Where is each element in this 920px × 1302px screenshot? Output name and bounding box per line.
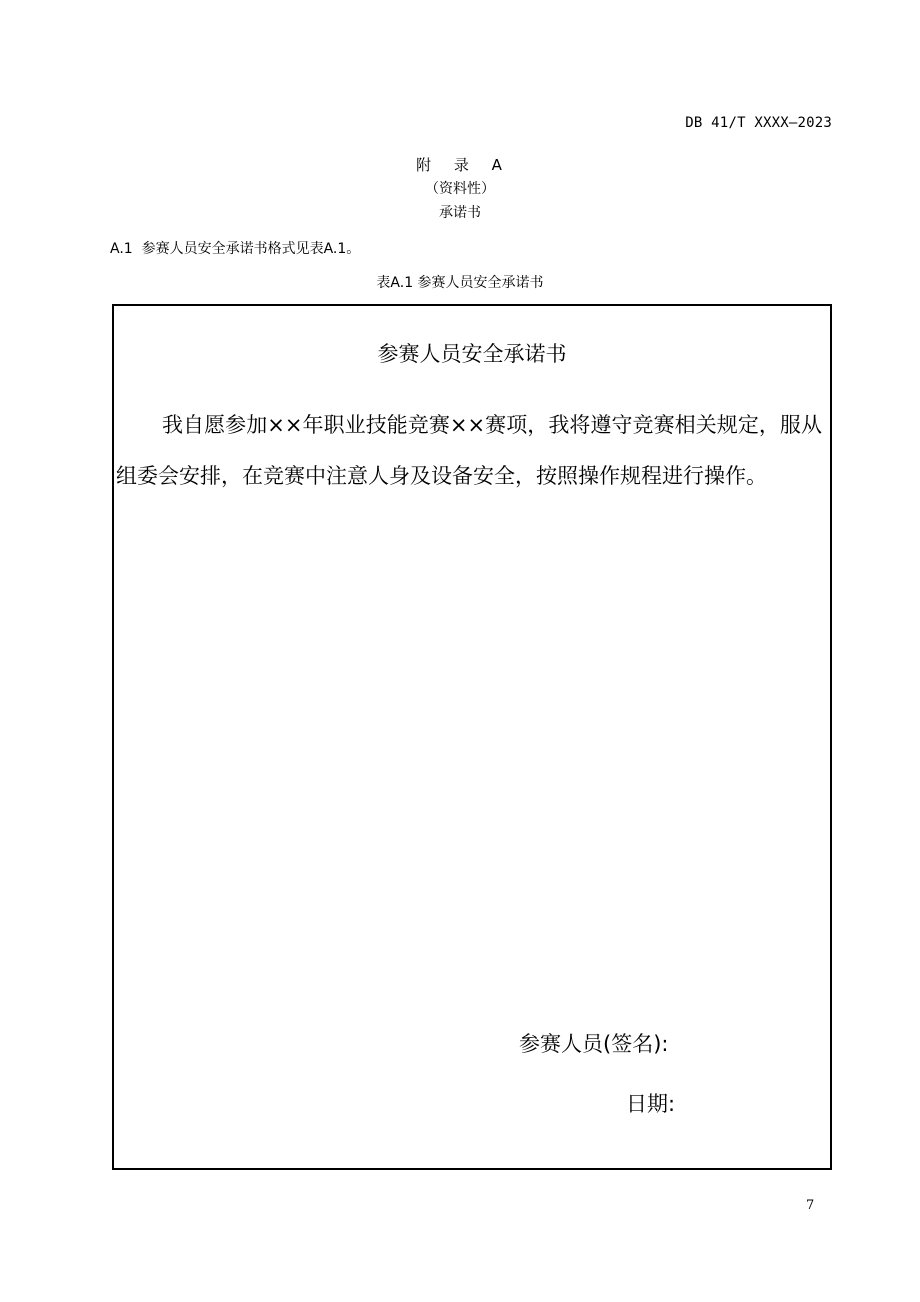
clause-a1-text: A.1 参赛人员安全承诺书格式见表A.1。 xyxy=(110,241,361,257)
form-body-text: 我自愿参加××年职业技能竞赛××赛项，我将遵守竞赛相关规定，服从组委会安排，在竞赛中注意人身及设备安全，按照操作规程进行操作。 xyxy=(116,413,822,488)
page-number: 7 xyxy=(806,1198,815,1213)
annex-title: 附 录 A xyxy=(416,156,504,174)
date-label: 日期: xyxy=(626,1092,676,1116)
signature-label: 参赛人员(签名): xyxy=(519,1032,669,1056)
annex-subtitle: （资料性） xyxy=(425,181,495,197)
standard-code: DB 41/T XXXX—2023 xyxy=(685,115,832,131)
form-title: 参赛人员安全承诺书 xyxy=(377,342,567,366)
commitment-form-box xyxy=(112,304,832,1170)
table-caption: 表A.1 参赛人员安全承诺书 xyxy=(376,275,544,291)
annex-heading: 承诺书 xyxy=(439,205,481,221)
